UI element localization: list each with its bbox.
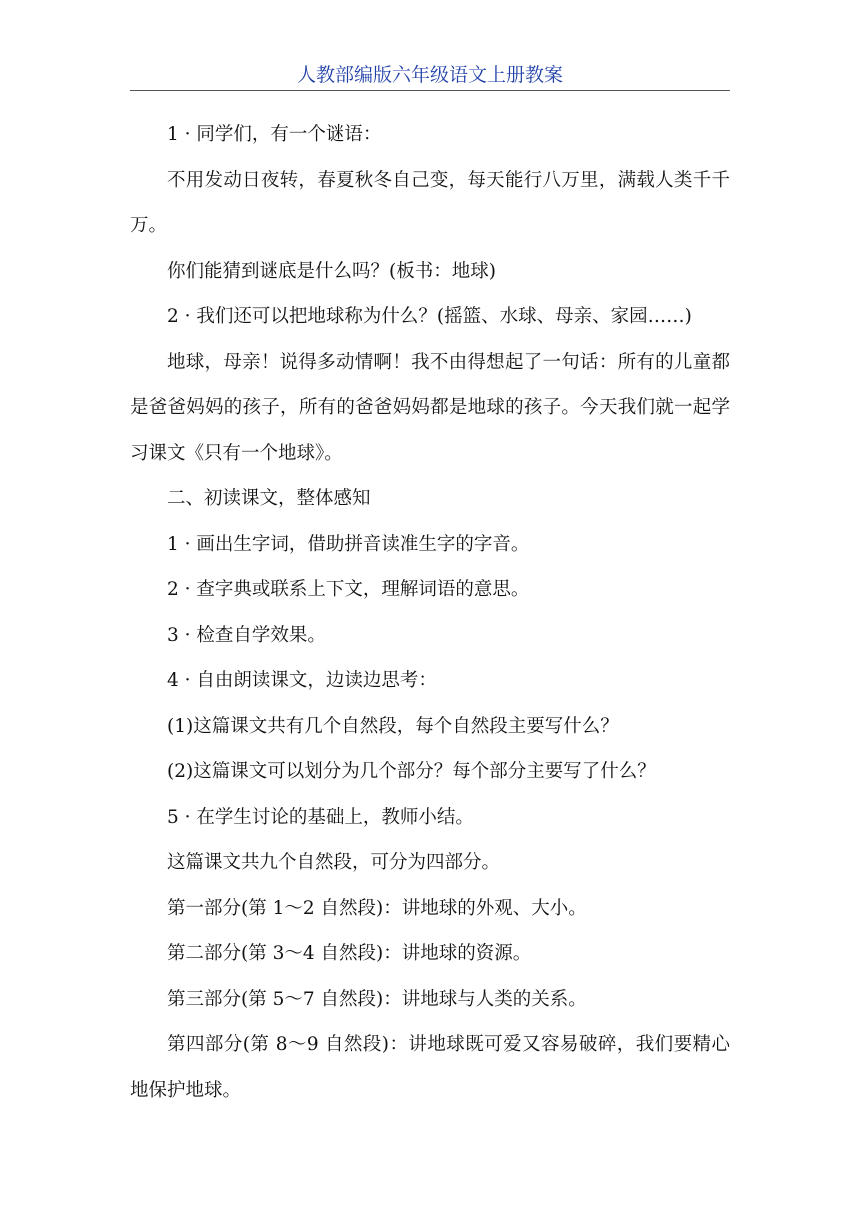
step-3-check: 3 · 检查自学效果。 <box>167 624 326 646</box>
paragraph-earth-mother: 地球，母亲！说得多动情啊！我不由得想起了一句话：所有的儿童都是爸爸妈妈的孩子，所有的爸爸妈妈都是地球的孩子。今天我们就一起学习课文《只有一个地球》。 <box>130 351 730 464</box>
summary-part-2: 第二部分(第 3～4 自然段)：讲地球的资源。 <box>167 943 532 964</box>
paragraph-riddle-question: 你们能猜到谜底是什么吗？(板书：地球) <box>167 260 496 282</box>
step-4-read-aloud: 4 · 自由朗读课文，边读边思考： <box>167 670 437 691</box>
summary-part-1: 第一部分(第 1～2 自然段)：讲地球的外观、大小。 <box>167 897 587 919</box>
question-1: (1)这篇课文共有几个自然段，每个自然段主要写什么？ <box>167 715 619 737</box>
page-header-title: 人教部编版六年级语文上册教案 <box>130 60 730 91</box>
summary-intro: 这篇课文共九个自然段，可分为四部分。 <box>167 852 501 873</box>
section-heading-first-reading: 二、初读课文，整体感知 <box>167 488 371 509</box>
paragraph-riddle-text: 不用发动日夜转，春夏秋冬自己变，每天能行八万里，满载人类千千万。 <box>130 169 730 236</box>
paragraph-riddle-intro: 1 · 同学们，有一个谜语： <box>167 124 382 145</box>
document-body <box>130 112 730 1113</box>
paragraph-earth-names: 2 · 我们还可以把地球称为什么？(摇篮、水球、母亲、家园……) <box>167 306 692 327</box>
step-2-dictionary: 2 · 查字典或联系上下文，理解词语的意思。 <box>167 579 530 600</box>
summary-part-4: 第四部分(第 8～9 自然段)：讲地球既可爱又容易破碎，我们要精心地保护地球。 <box>130 1034 730 1101</box>
question-2: (2)这篇课文可以划分为几个部分？每个部分主要写了什么？ <box>167 761 656 782</box>
step-5-summary: 5 · 在学生讨论的基础上，教师小结。 <box>167 806 474 828</box>
summary-part-3: 第三部分(第 5～7 自然段)：讲地球与人类的关系。 <box>167 988 587 1010</box>
step-1-new-words: 1 · 画出生字词，借助拼音读准生字的字音。 <box>167 533 530 555</box>
